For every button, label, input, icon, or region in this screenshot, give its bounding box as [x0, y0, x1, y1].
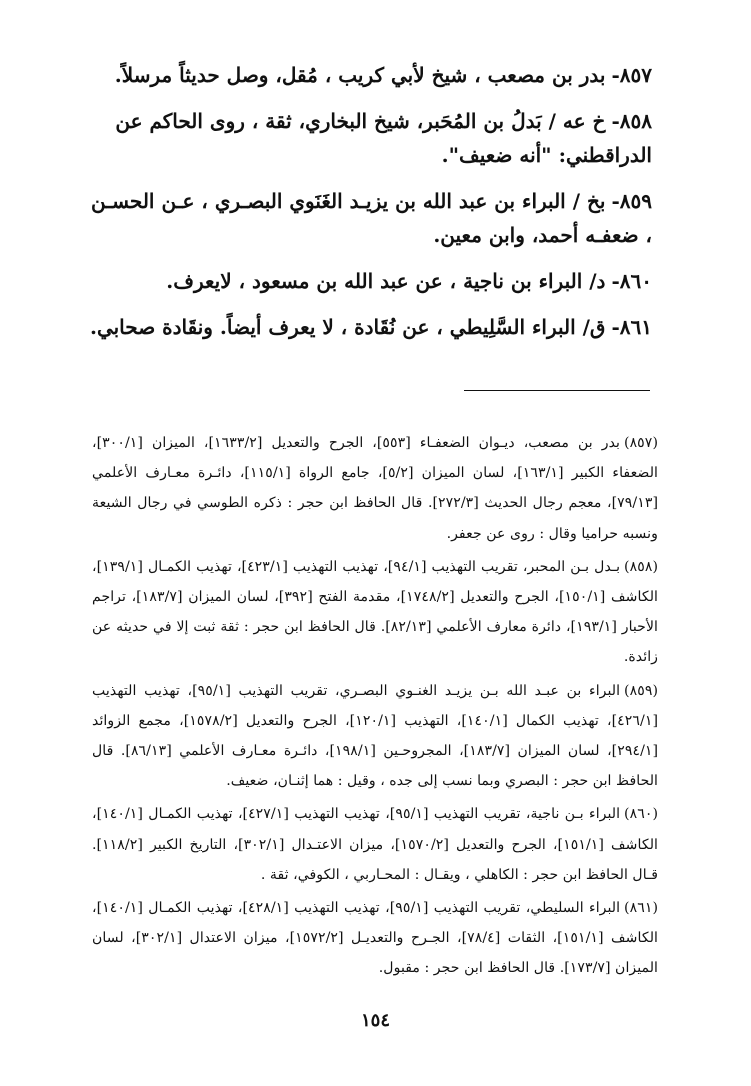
footnote-text: البراء بـن ناجية، تقريب التهذيب [٩٥/١]، تهذيب التهذيب [٤٢٧/١]، تهذيب الكمـال [١٤٠/١]، الكاشف [١٥١/١]، الجرح والتعديل [١٥٧٠/٢]، ميزان الاعتـدال [٣٠٢/١]، التاريخ الكبير [١١٨/٢]. قـال الحافظ ابن حجر : الكاهلي ، ويقـال : المحـاربي ، الكوفي، ثقة .: [92, 806, 658, 883]
footnote-861: [92, 893, 658, 984]
footnote-number: (٨٦٠): [624, 806, 658, 823]
entry-text: د/ البراء بن ناجية ، عن عبد الله بن مسعود ، لايعرف.: [166, 269, 606, 293]
entry-number: ٨٥٩-: [611, 189, 652, 213]
footnote-text: بدر بن مصعب، ديـوان الضعفـاء [٥٥٣]، الجرح والتعديل [١٦٣٣/٢]، الميزان [٣٠٠/١]، الضعفاء الكبير [١٦٣/١]، لسان الميزان [٥/٢]، جامع الرواة [١١٥/١]، دائـرة معـارف الأعلمي [٧٩/١٣]، معجم رجال الحديث [٢٧٢/٣]. قال الحافظ ابن حجر : ذكره الطوسي في رجال الشيعة ونسبه حراميا وقال : روى عن جعفر.: [92, 435, 658, 542]
footnote-858: [92, 552, 658, 673]
entry-text: بدر بن مصعب ، شيخ لأبي كريب ، مُقل، وصل حديثاً مرسلاً.: [114, 63, 606, 87]
main-text: [80, 58, 652, 356]
entry-text: ق/ البراء السَّلِيطي ، عن نُقَادة ، لا يعرف أيضاً. ونقَادة صحابي.: [89, 315, 606, 339]
footnote-text: البراء بن عبـد الله بـن يزيـد الغنـوي البصـري، تقريب التهذيب [٩٥/١]، تهذيب التهذيب [٤٢٦/١]، تهذيب الكمال [١٤٠/١]، التهذيب [١٢٠/١]، الجرح والتعديل [١٥٧٨/٢]، مجمع الزوائد [٢٩٤/١]، لسان الميزان [١٨٣/٧]، المجروحـين [١٩٨/١]، دائـرة معـارف الأعلمي [٨٦/١٣]. قال الحافظ ابن حجر : البصري وبما نسب إلى جده ، وقيل : هما إثنـان، ضعيف.: [92, 682, 659, 790]
entry-text: بخ / البراء بن عبد الله بن يزيـد الغَنَوي البصـري ، عـن الحسـن ، ضعفـه أحمد، وابن معين.: [91, 189, 652, 247]
footnote-number: (٨٦١): [624, 900, 658, 917]
footnote-number: (٨٥٨): [624, 558, 658, 575]
entry-857: [80, 58, 652, 92]
footnotes: [92, 428, 658, 987]
footnote-859: [92, 676, 658, 797]
footnote-number: (٨٥٧): [624, 435, 658, 451]
entry-number: ٨٦١-: [611, 315, 652, 339]
footnote-text: بـدل بـن المحبر، تقريب التهذيب [٩٤/١]، تهذيب التهذيب [٤٢٣/١]، تهذيب الكمـال [١٣٩/١]، الكاشف [١٥٠/١]، الجرح والتعديل [١٧٤٨/٢]، مقدمة الفتح [٣٩٢]، لسان الميزان [١٨٣/٧]، تراجم الأحبار [١٩٣/١]، دائرة معارف الأعلمي [٨٢/١٣]. قال الحافظ ابن حجر : ثقة ثبت إلا في حديثه عن زائدة.: [92, 558, 658, 666]
footnote-857: [92, 428, 658, 549]
entry-number: ٨٥٨-: [611, 109, 652, 133]
entry-860: [80, 264, 652, 298]
page-number: ١٥٤: [360, 1010, 390, 1031]
entry-number: ٨٥٧-: [611, 63, 652, 87]
entry-number: ٨٦٠-: [611, 269, 652, 293]
entry-859: [80, 184, 652, 252]
entry-858: [80, 104, 652, 172]
footnote-860: [92, 799, 658, 890]
footnote-text: البراء السليطي، تقريب التهذيب [٩٥/١]، تهذيب التهذيب [٤٢٨/١]، تهذيب الكمـال [١٤٠/١]، الكاشف [١٥١/١]، الثقات [٧٨/٤]، الجـرح والتعديـل [١٥٧٢/٢]، ميزان الاعتدال [٣٠٢/١]، لسان الميزان [١٧٣/٧]. قال الحافظ ابن حجر : مقبول.: [92, 900, 658, 977]
footnote-separator: [464, 390, 650, 391]
entry-861: [80, 310, 652, 344]
footnote-number: (٨٥٩): [624, 682, 658, 699]
entry-text: خ عه / بَدلُ بن المُحَبر، شيخ البخاري، ثقة ، روى الحاكم عن الدراقطني: "أنه ضعيف".: [115, 109, 652, 167]
